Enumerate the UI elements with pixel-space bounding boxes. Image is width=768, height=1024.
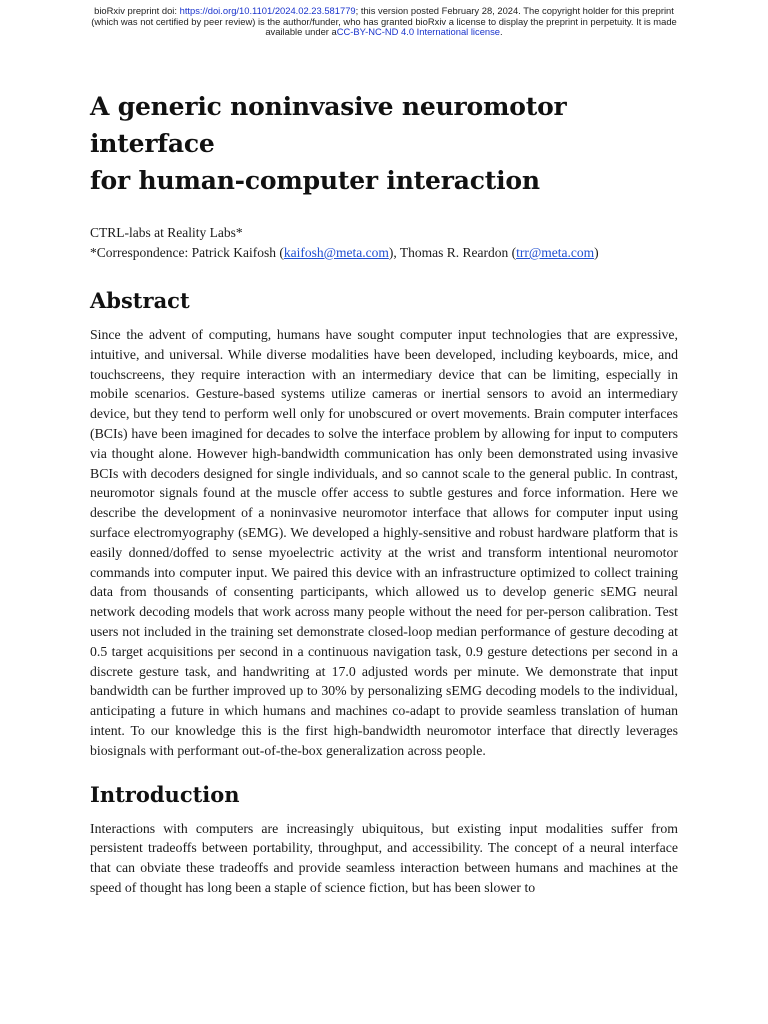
abstract-heading: Abstract xyxy=(90,288,190,313)
paper-content xyxy=(90,88,678,898)
introduction-text: Interactions with computers are increasingly ubiquitous, but existing input modalities suffer from persistent tradeoffs between portability, throughput, and accessibility. The concept of a neural interface that can obviate these tradeoffs and provide seamless interaction between humans and machines at the speed of thought has long been a staple of science fiction, but has been slower to xyxy=(90,820,678,895)
doi-link[interactable]: https://doi.org/10.1101/2024.02.23.581779 xyxy=(179,5,356,16)
email-link-reardon[interactable]: trr@meta.com xyxy=(516,245,595,260)
abstract-text: Since the advent of computing, humans have sought computer input technologies that are expressive, intuitive, and universal. While diverse modalities have been developed, including keyboards, mice, and touchscreens, they require interaction with an intermediary device that can be limiting, especially in mobile scenarios. Gesture-based systems utilize cameras or inertial sensors to avoid an intermediary device, but they tend to perform well only for unobscured or overt movements. Brain computer interfaces (BCIs) have been imagined for decades to solve the interface problem by allowing for input to computers via thought alone. However high-bandwidth communication has only been demonstrated using invasive BCIs with decoders designed for single individuals, and so cannot scale to the general public. In contrast, neuromotor signals found at the muscle offer access to subtle gestures and force information. Here we describe the development of a noninvasive neuromotor interface that allows for computer input using surface electromyography (sEMG). We developed a highly-sensitive and robust hardware platform that is easily donned/doffed to sense myoelectric activity at the wrist and transform intentional neuromotor commands into computer input. We paired this device with an infrastructure optimized to collect training data from thousands of consenting participants, which allowed us to develop generic sEMG neural network decoding models that work across many people without the need for per-person calibration. Test users not included in the training set demonstrate closed-loop median performance of gesture decoding at 0.5 target acquisitions per second in a continuous navigation task, 0.9 gesture detections per second in a discrete gesture task, and handwriting at 17.0 adjusted words per minute. We demonstrate that input bandwidth can be further improved up to 30% by personalizing sEMG decoding models to the individual, anticipating a future in which humans and machines co-adapt to provide seamless translation of human intent. To our knowledge this is the first high-bandwidth neuromotor interface that directly leverages biosignals with performant out-of-the-box generalization across people. xyxy=(90,327,678,758)
title-line-2: for human-computer interaction xyxy=(90,166,540,195)
author-block xyxy=(90,223,678,263)
paper-title xyxy=(90,88,678,199)
header-line-2: (which was not certified by peer review) is the author/funder, who has granted bioRxiv a license to display the preprint in perpetuity. It is made xyxy=(91,15,677,27)
license-link[interactable]: CC-BY-NC-ND 4.0 International license xyxy=(336,26,501,38)
header-line3-prefix: available under a xyxy=(265,26,337,38)
correspondence-prefix: *Correspondence: Patrick Kaifosh ( xyxy=(90,245,284,260)
introduction-heading: Introduction xyxy=(90,781,240,807)
title-line-1: A generic noninvasive neuromotor interface xyxy=(90,92,567,158)
affiliation: CTRL-labs at Reality Labs* xyxy=(90,225,243,240)
email-link-kaifosh[interactable]: kaifosh@meta.com xyxy=(283,245,389,260)
header-line3-suffix: . xyxy=(500,26,503,38)
correspondence-suffix: ) xyxy=(594,245,599,260)
header-line1-suffix: ; this version posted February 28, 2024. The copyright holder for this preprint xyxy=(355,5,674,16)
header-doi-prefix: bioRxiv preprint doi: xyxy=(94,5,180,16)
preprint-header xyxy=(0,6,768,38)
correspondence-mid: ), Thomas R. Reardon ( xyxy=(388,245,517,260)
header-line-1 xyxy=(0,6,768,17)
correspondence xyxy=(90,243,678,263)
header-line-3 xyxy=(0,27,768,38)
